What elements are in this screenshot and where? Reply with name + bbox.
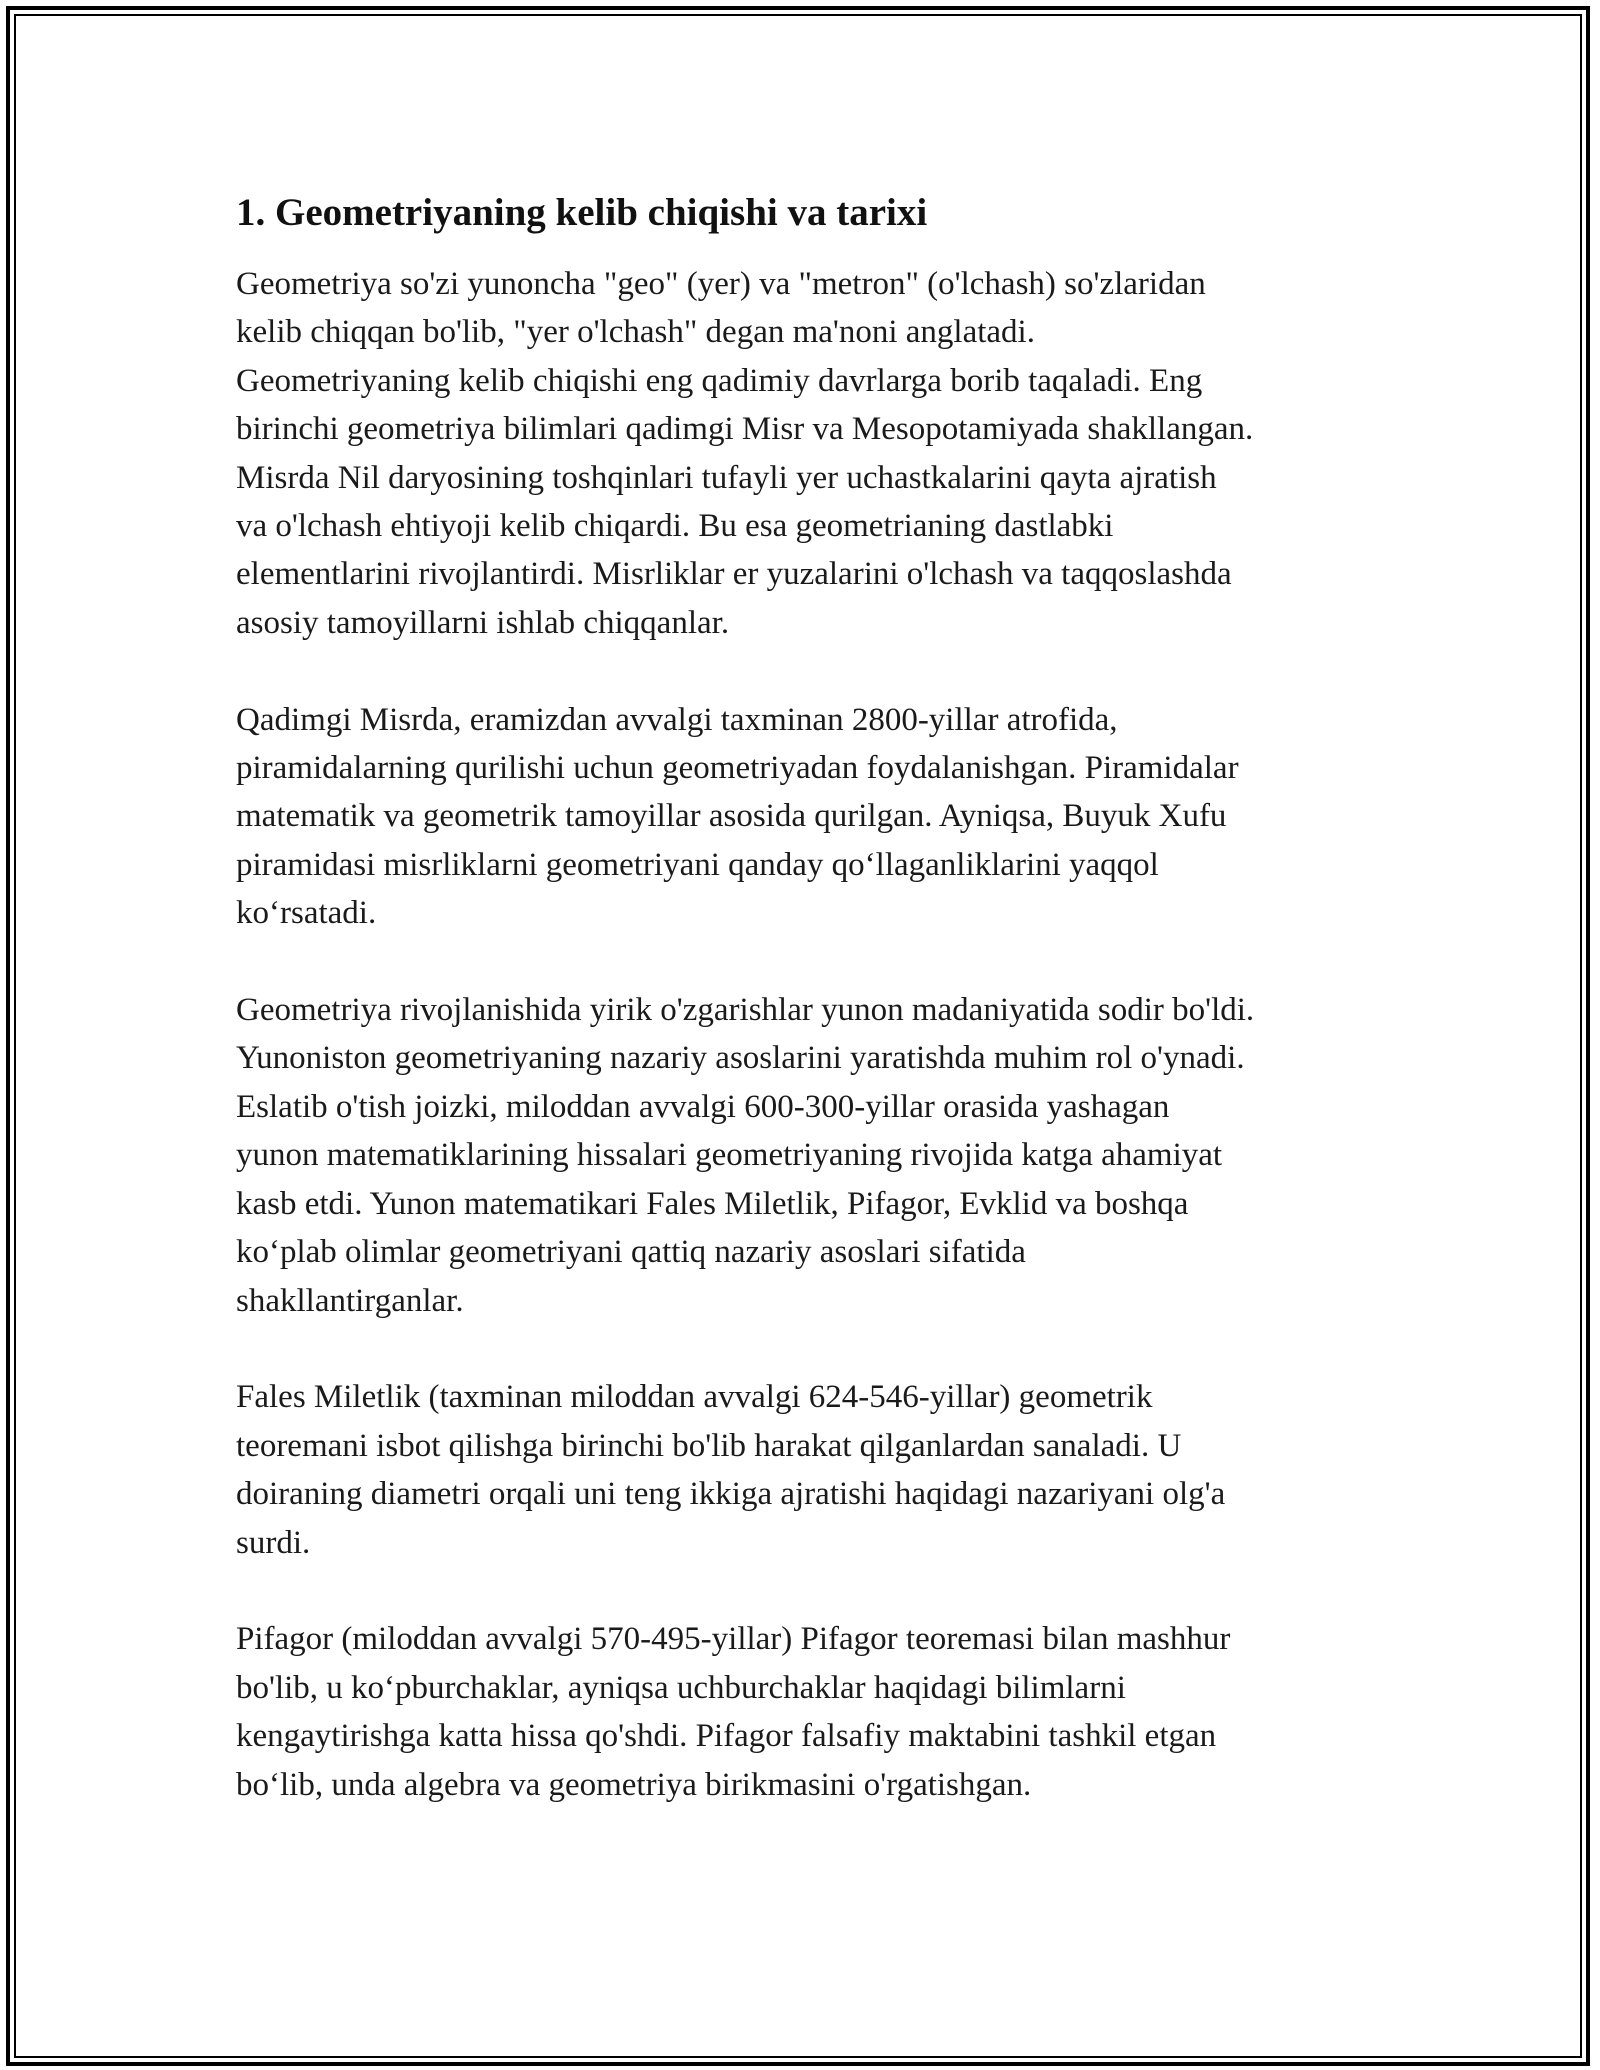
paragraph-etymology: Geometriya so'zi yunoncha "geo" (yer) va "metron" (o'lchash) so'zlaridan kelib chiqqan bo'lib, "yer o'lchash" degan ma'noni anglatadi. Geometriyaning kelib chiqishi eng qadimiy davrlarga borib taqaladi. Eng birinchi geometriya bilimlari qadimgi Misr va Mesopotamiyada shakllangan. Misrda Nil daryosining toshqinlari tufayli yer uchastkalarini qayta ajratish va o'lchash ehtiyoji kelib chiqardi. Bu esa geometrianing dastlabki elementlarini rivojlantirdi. Misrliklar er yuzalarini o'lchash va taqqoslashda asosiy tamoyillarni ishlab chiqqanlar. — [236, 266, 1254, 641]
document-body — [236, 188, 1376, 1809]
section-heading: 1. Geometriyaning kelib chiqishi va tarixi — [236, 191, 928, 234]
paragraph-egypt-pyramids: Qadimgi Misrda, eramizdan avvalgi taxminan 2800-yillar atrofida, piramidalarning qurilishi uchun geometriyadan foydalanishgan. Piramidalar matematik va geometrik tamoyillar asosida qurilgan. Ayniqsa, Buyuk Xufu piramidasi misrliklarni geometriyani qanday qo‘llaganliklarini yaqqol ko‘rsatadi. — [236, 701, 1239, 932]
paragraph-greek-geometry: Geometriya rivojlanishida yirik o'zgarishlar yunon madaniyatida sodir bo'ldi. Yunoniston geometriyaning nazariy asoslarini yaratishda muhim rol o'ynadi. Eslatib o'tish joizki, miloddan avvalgi 600-300-yillar orasida yashagan yunon matematiklarining hissalari geometriyaning rivojida katga ahamiyat kasb etdi. Yunon matematikari Fales Miletlik, Pifagor, Evklid va boshqa ko‘plab olimlar geometriyani qattiq nazariy asoslari sifatida shakllantirganlar. — [236, 992, 1255, 1319]
paragraph-pythagoras: Pifagor (miloddan avvalgi 570-495-yillar) Pifagor teoremasi bilan mashhur bo'lib, u ko‘pburchaklar, ayniqsa uchburchaklar haqidagi bilimlarni kengaytirishga katta hissa qo'shdi. Pifagor falsafiy maktabini tashkil etgan bo‘lib, unda algebra va geometriya birikmasini o'rgatishgan. — [236, 1621, 1231, 1803]
paragraph-thales: Fales Miletlik (taxminan miloddan avvalgi 624-546-yillar) geometrik teoremani isbot qilishga birinchi bo'lib harakat qilganlardan sanaladi. U doiraning diametri orqali uni teng ikkiga ajratishi haqidagi nazariyani olg'a surdi. — [236, 1379, 1226, 1561]
